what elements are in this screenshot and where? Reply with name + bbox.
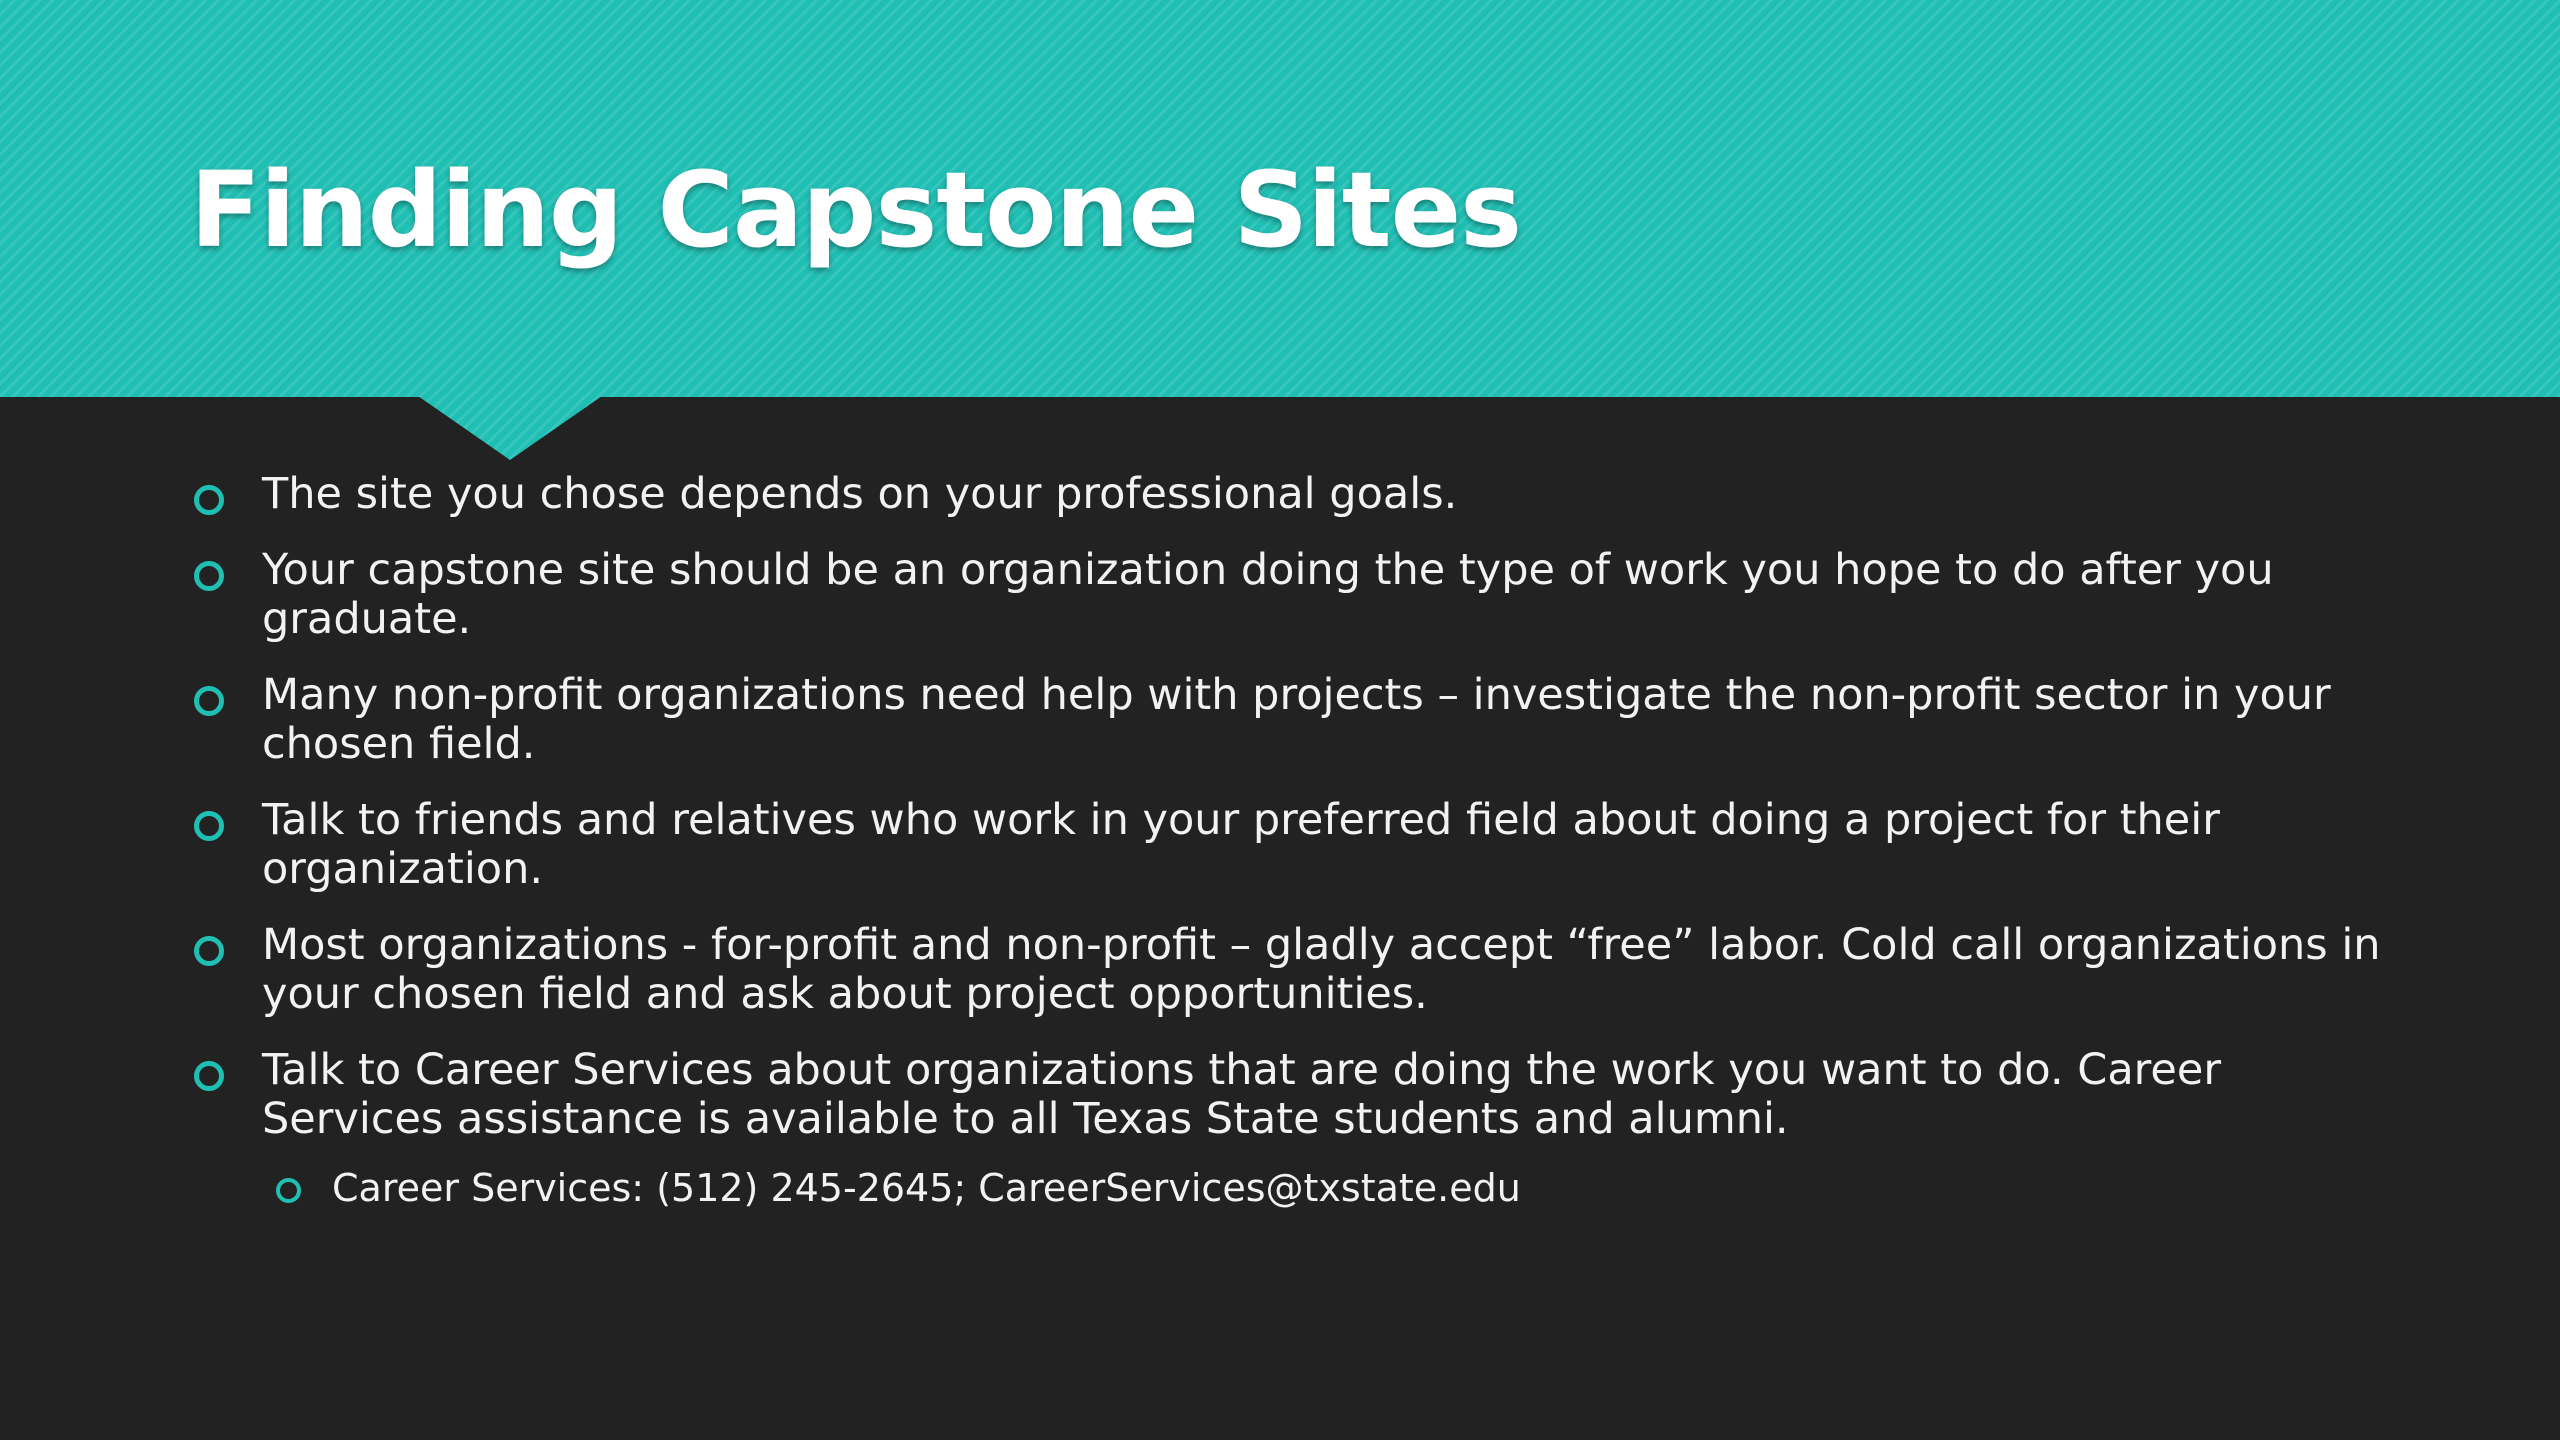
bullet-item [190, 546, 2390, 644]
bullet-text: Most organizations - for-profit and non-profit – gladly accept “free” labor. Cold call organizations in your chosen field and ask about project opportunities. [262, 920, 2381, 1019]
slide-title: Finding Capstone Sites [190, 149, 1522, 271]
banner-notch [418, 396, 602, 460]
hollow-circle-icon [194, 686, 224, 716]
bullet-item [190, 470, 2390, 519]
bullet-text: Talk to friends and relatives who work in your preferred field about doing a project for their organization. [262, 795, 2220, 894]
hollow-circle-icon [194, 811, 224, 841]
hollow-circle-icon [276, 1178, 301, 1203]
hollow-circle-icon [194, 561, 224, 591]
slide-body [190, 470, 2390, 1211]
sub-bullet-item [274, 1165, 2390, 1211]
bullet-text: Talk to Career Services about organizations that are doing the work you want to do. Career Services assistance is available to all Texas State students and alumni. [262, 1045, 2221, 1144]
bullet-item [190, 796, 2390, 894]
bullet-item [190, 921, 2390, 1019]
bullet-item [190, 1046, 2390, 1144]
bullet-text: The site you chose depends on your professional goals. [262, 469, 1458, 519]
sub-bullet-text: Career Services: (512) 245-2645; CareerServices@txstate.edu [332, 1166, 1521, 1210]
hollow-circle-icon [194, 1061, 224, 1091]
bullet-list [190, 470, 2390, 1144]
bullet-item [190, 671, 2390, 769]
hollow-circle-icon [194, 485, 224, 515]
sub-bullet-list [190, 1165, 2390, 1211]
hollow-circle-icon [194, 936, 224, 966]
bullet-text: Your capstone site should be an organization doing the type of work you hope to do after you graduate. [262, 545, 2274, 644]
bullet-text: Many non-profit organizations need help with projects – investigate the non-profit sector in your chosen field. [262, 670, 2331, 769]
